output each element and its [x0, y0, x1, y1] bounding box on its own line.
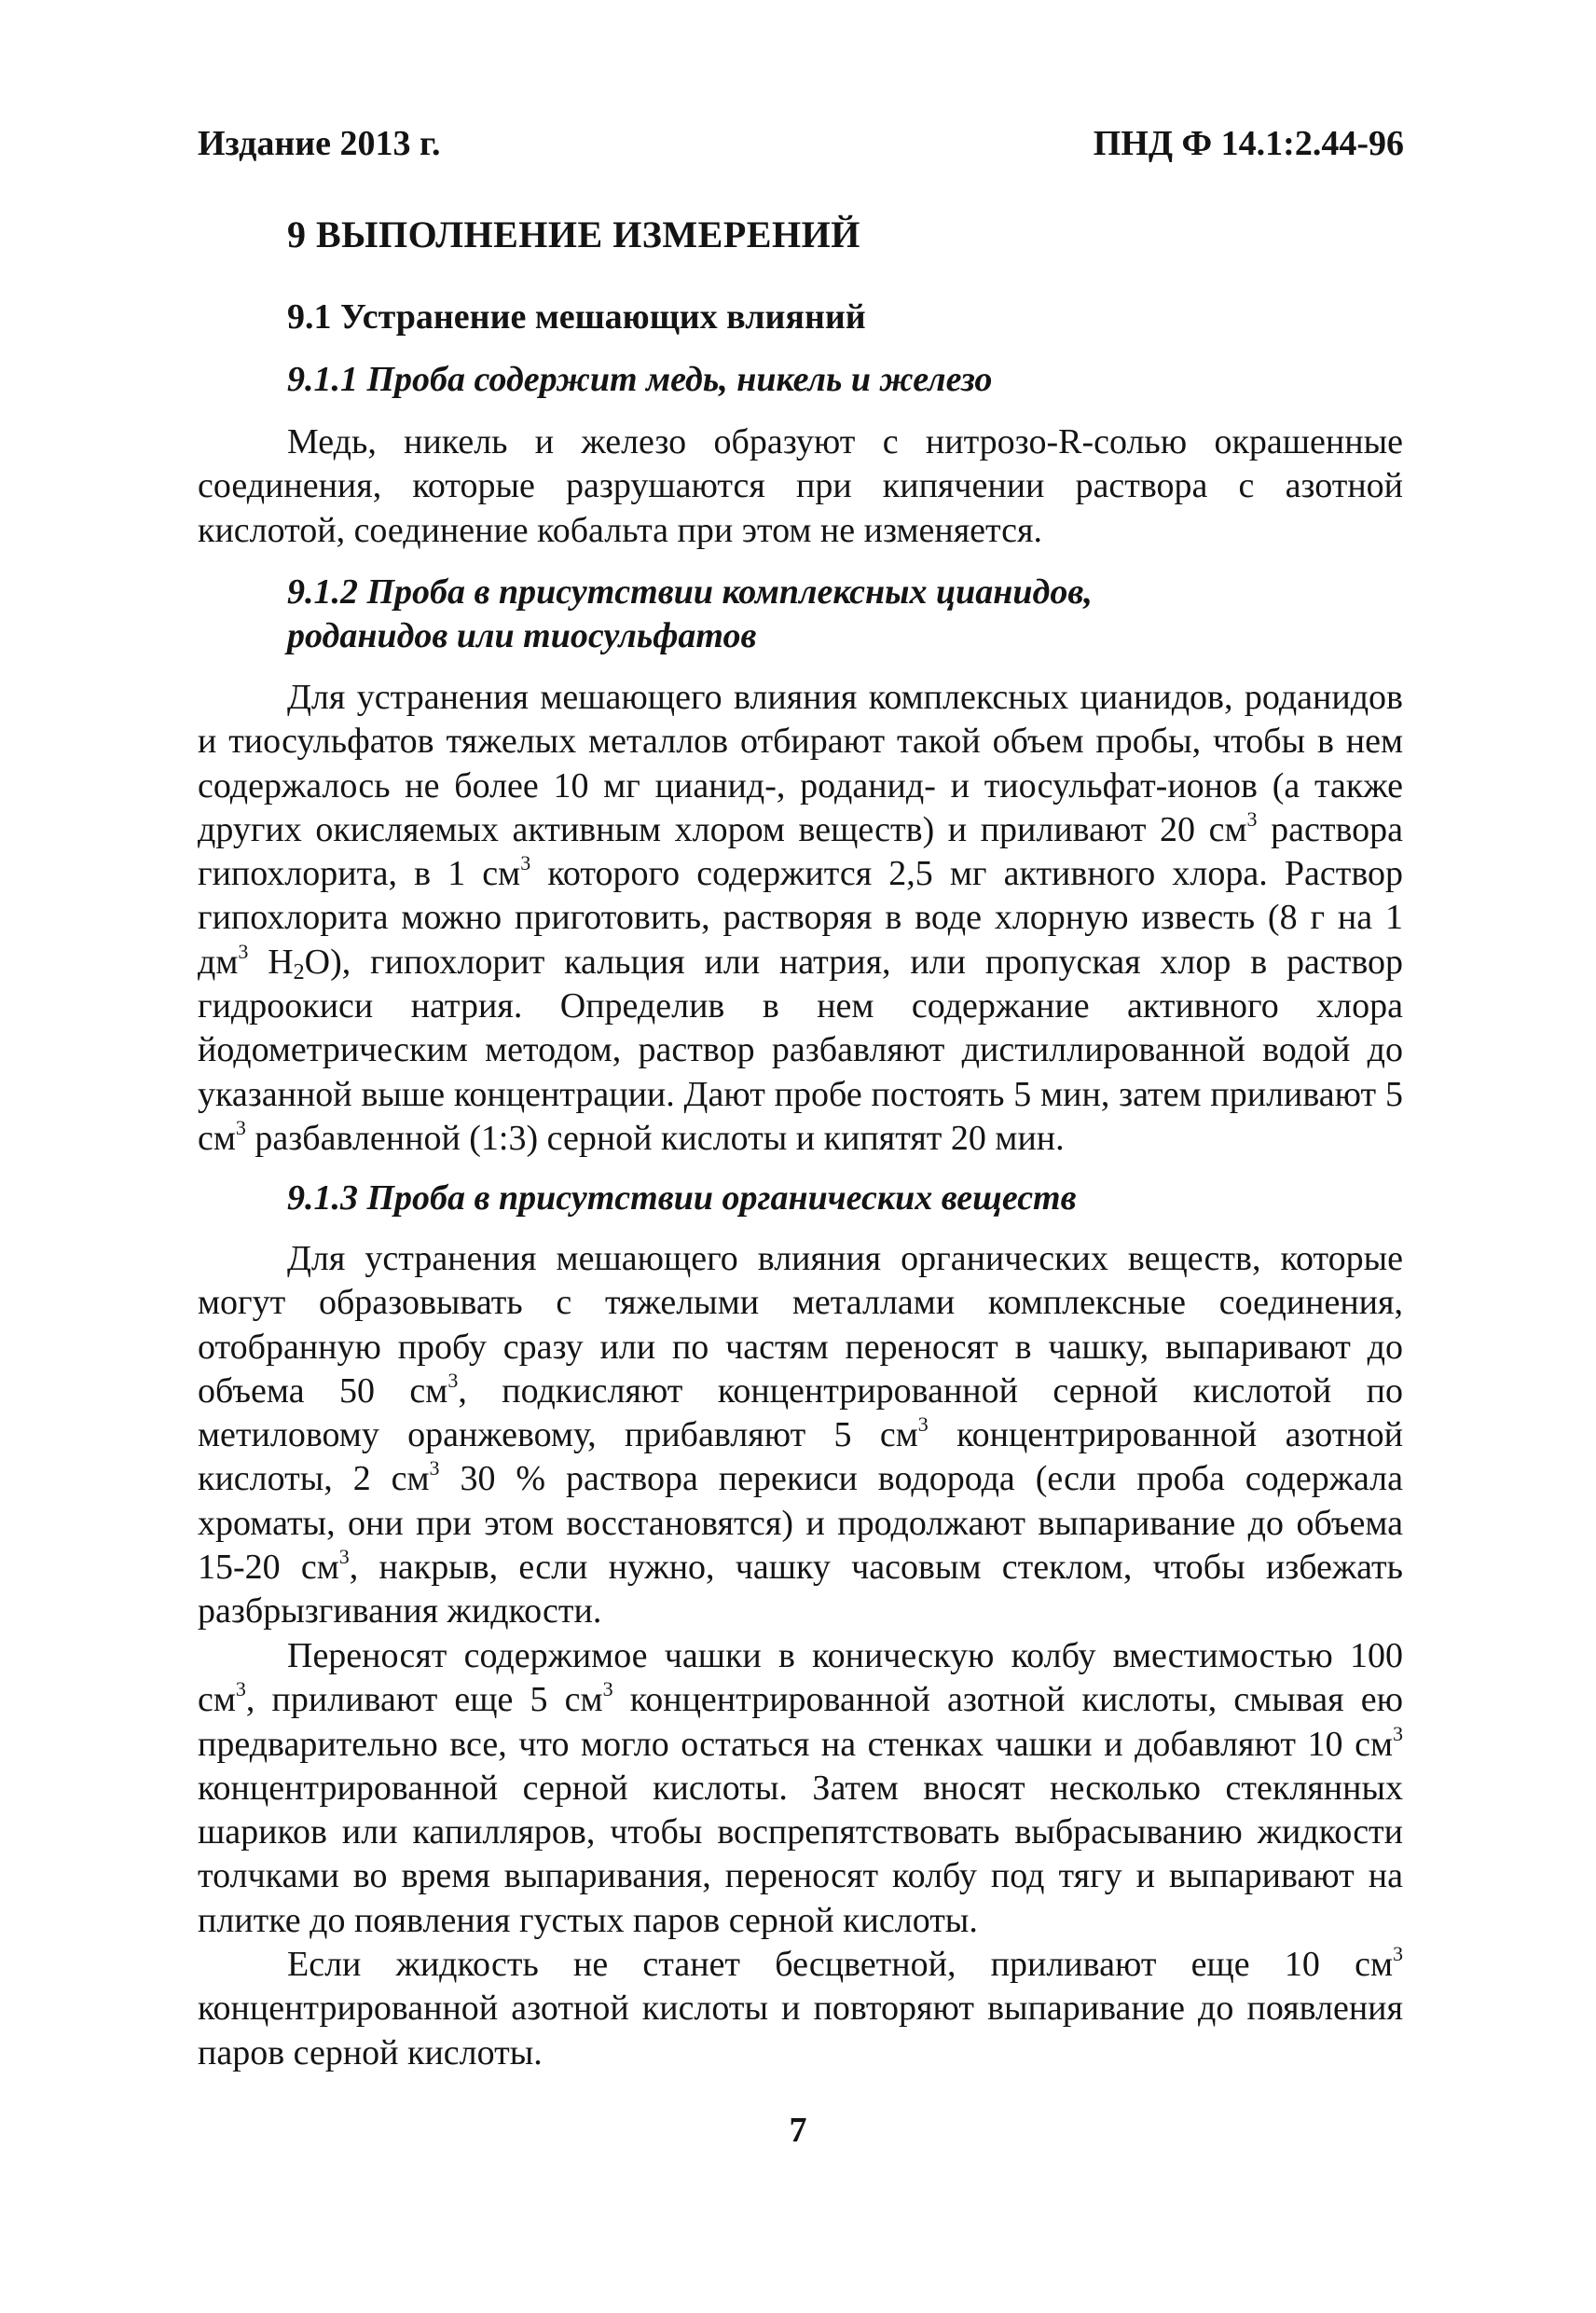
document-code-header: ПНД Ф 14.1:2.44-96	[1093, 124, 1404, 163]
section-title: 9 ВЫПОЛНЕНИЕ ИЗМЕРЕНИЙ	[287, 213, 860, 255]
clause-9-1-3-paragraph-1: Для устранения мешающего влияния органических веществ, которые могут образовывать с тяжелыми металлами комплексные соединения, отобранную пробу сразу или по частям переносят в чашку, выпаривают до объема 50 $см^3$, подкисляют концентрированной серной кислотой по метиловому оранжевому, прибавляют 5 $см^3$ концентрированной азотной кислоты, 2 $см^3$ 30 % раствора перекиси водорода (если проба содержала хроматы, они при этом восстановятся) и продолжают выпаривание до объема 15-20 $см^3$, накрыв, если нужно, чашку часовым стеклом, чтобы избежать разбрызгивания жидкости.	[198, 1239, 1403, 1631]
clause-9-1-3-title: 9.1.3 Проба в присутствии органических веществ	[287, 1178, 1077, 1218]
subsection-title: 9.1 Устранение мешающих влияний	[287, 297, 866, 337]
edition-header: Издание 2013 г.	[198, 124, 441, 163]
clause-9-1-2-title-line1: 9.1.2 Проба в присутствии комплексных цианидов,	[287, 572, 1093, 612]
clause-9-1-1-title: 9.1.1 Проба содержит медь, никель и железо	[287, 360, 993, 399]
clause-9-1-2-paragraph: Для устранения мешающего влияния комплексных цианидов, роданидов и тиосульфатов тяжелых металлов отбирают такой объем пробы, чтобы в нем содержалось не более 10 мг цианид-, роданид- и тиосульфат-ионов (а также других окисляемых активным хлором веществ) и приливают 20 $см^3$ раствора гипохлорита, в 1 $см^3$ которого содержится 2,5 мг активного хлора. Раствор гипохлорита можно приготовить, растворяя в воде хлорную известь (8 г на 1 $дм^3$ $H_2O$), гипохлорит кальция или натрия, или пропуская хлор в раствор гидроокиси натрия. Определив в нем содержание активного хлора йодометрическим методом, раствор разбавляют дистиллированной водой до указанной выше концентрации. Дают пробе постоять 5 мин, затем приливают 5 $см^3$ разбавленной (1:3) серной кислоты и кипятят 20 мин.	[198, 678, 1404, 1158]
clause-9-1-2-title-line2: роданидов или тиосульфатов	[287, 616, 757, 655]
page-number: 7	[789, 2111, 807, 2150]
clause-9-1-2-title	[287, 571, 1093, 658]
clause-9-1-3-paragraph-3: Если жидкость не станет бесцветной, приливают еще 10 $см^3$ концентрированной азотной кислоты и повторяют выпаривание до появления паров серной кислоты.	[198, 1942, 1403, 2072]
clause-9-1-1-paragraph: Медь, никель и железо образуют с нитрозо-R-солью окрашенные соединения, которые разрушаются при кипячении раствора с азотной кислотой, соединение кобальта при этом не изменяется.	[198, 422, 1403, 550]
clause-9-1-3-paragraph-2: Переносят содержимое чашки в коническую колбу вместимостью 100 $см^3$, приливают еще 5 $см^3$ концентрированной азотной кислоты, смывая ею предварительно все, что могло остаться на стенках чашки и добавляют 10 $см^3$ концентрированной серной кислоты. Затем вносят несколько стеклянных шариков или капилляров, чтобы воспрепятствовать выбрасыванию жидкости толчками во время выпаривания, переносят колбу под тягу и выпаривают на плитке до появления густых паров серной кислоты.	[198, 1636, 1404, 1940]
